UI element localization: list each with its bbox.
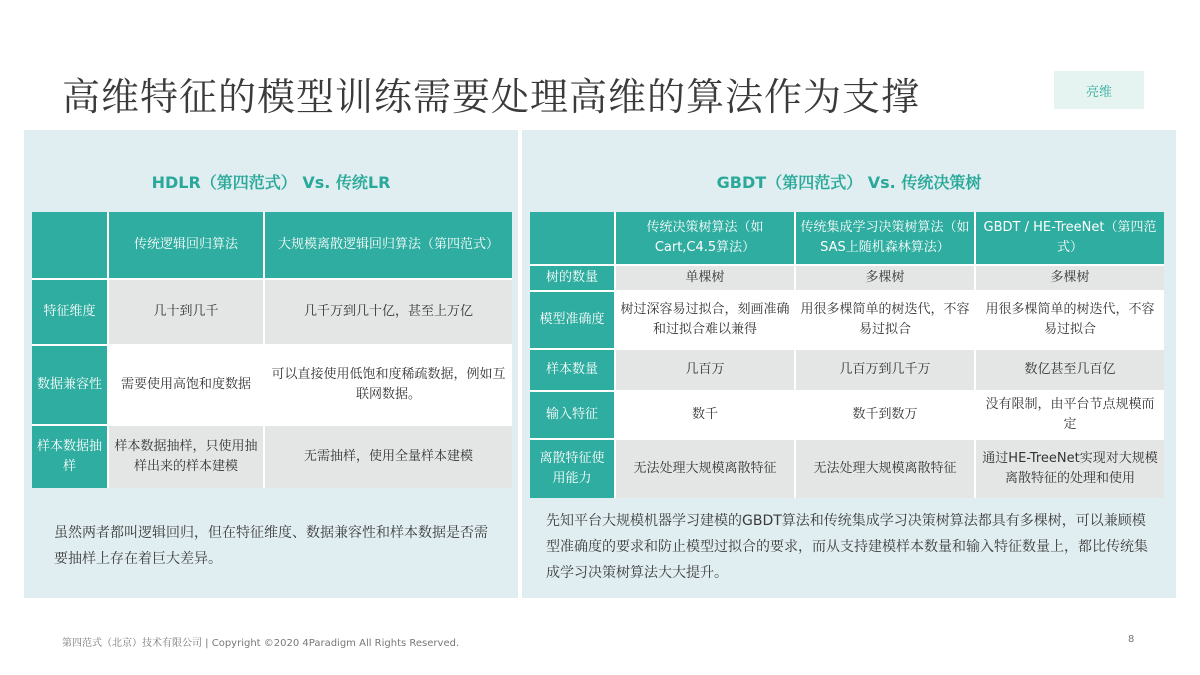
table-cell: 几十到几千 xyxy=(109,280,265,346)
table-cell: 数千 xyxy=(616,392,796,440)
hdlr-comparison-table xyxy=(32,212,512,488)
header-cell-he-treenet: GBDT / HE-TreeNet（第四范式） xyxy=(976,212,1164,266)
table-cell: 数千到数万 xyxy=(796,392,976,440)
gbdt-summary: 先知平台大规模机器学习建模的GBDT算法和传统集成学习决策树算法都具有多棵树，可以兼顾模型准确度的要求和防止模型过拟合的要求，而从支持建模样本数量和输入特征数量上，都比传统集成学习决策树算法大大提升。 xyxy=(546,513,1148,581)
table-cell: 无法处理大规模离散特征 xyxy=(796,440,976,498)
row-label: 模型准确度 xyxy=(530,292,616,350)
table-row xyxy=(32,426,512,488)
table-cell: 多棵树 xyxy=(976,266,1164,292)
row-label: 树的数量 xyxy=(530,266,616,292)
table-cell: 几百万到几千万 xyxy=(796,350,976,392)
table-cell: 无需抽样，使用全量样本建模 xyxy=(265,426,512,488)
table-header-row xyxy=(530,212,1164,266)
gbdt-heading: GBDT（第四范式） Vs. 传统决策树 xyxy=(716,173,982,192)
table-cell: 用很多棵简单的树迭代，不容易过拟合 xyxy=(976,292,1164,350)
header-cell-empty xyxy=(32,212,109,280)
hdlr-summary: 虽然两者都叫逻辑回归，但在特征维度、数据兼容性和样本数据是否需要抽样上存在着巨大差异。 xyxy=(54,525,488,567)
table-row xyxy=(530,350,1164,392)
table-cell: 无法处理大规模离散特征 xyxy=(616,440,796,498)
header-cell-large-scale-lr: 大规模离散逻辑回归算法（第四范式） xyxy=(265,212,512,280)
table-cell: 没有限制，由平台节点规模而定 xyxy=(976,392,1164,440)
table-cell: 用很多棵简单的树迭代，不容易过拟合 xyxy=(796,292,976,350)
table-header-row xyxy=(32,212,512,280)
table-cell: 多棵树 xyxy=(796,266,976,292)
table-cell: 几千万到几十亿，甚至上万亿 xyxy=(265,280,512,346)
table-cell: 树过深容易过拟合，刻画准确和过拟合难以兼得 xyxy=(616,292,796,350)
table-cell: 通过HE-TreeNet实现对大规模离散特征的处理和使用 xyxy=(976,440,1164,498)
table-row xyxy=(530,440,1164,498)
table-cell: 需要使用高饱和度数据 xyxy=(109,346,265,426)
page-title: 高维特征的模型训练需要处理高维的算法作为支撑 xyxy=(62,75,921,119)
table-row xyxy=(32,280,512,346)
table-cell: 单棵树 xyxy=(616,266,796,292)
table-cell: 可以直接使用低饱和度稀疏数据，例如互联网数据。 xyxy=(265,346,512,426)
table-cell: 几百万 xyxy=(616,350,796,392)
gbdt-comparison-panel xyxy=(522,130,1176,598)
row-label: 数据兼容性 xyxy=(32,346,109,426)
page-number: 8 xyxy=(1128,634,1135,645)
table-cell: 数亿甚至几百亿 xyxy=(976,350,1164,392)
row-label: 离散特征使用能力 xyxy=(530,440,616,498)
table-cell: 样本数据抽样，只使用抽样出来的样本建模 xyxy=(109,426,265,488)
copyright-footer: 第四范式（北京）技术有限公司 | Copyright ©2020 4Paradigm All Rights Reserved. xyxy=(62,638,460,649)
table-row xyxy=(530,392,1164,440)
table-row xyxy=(32,346,512,426)
table-row xyxy=(530,292,1164,350)
hdlr-heading: HDLR（第四范式） Vs. 传统LR xyxy=(151,173,391,192)
header-cell-ensemble-tree: 传统集成学习决策树算法（如SAS上随机森林算法） xyxy=(796,212,976,266)
header-cell-traditional-tree: 传统决策树算法（如Cart,C4.5算法） xyxy=(616,212,796,266)
table-row xyxy=(530,266,1164,292)
row-label: 样本数量 xyxy=(530,350,616,392)
row-label: 样本数据抽样 xyxy=(32,426,109,488)
header-cell-traditional-lr: 传统逻辑回归算法 xyxy=(109,212,265,280)
header-cell-empty xyxy=(530,212,616,266)
gbdt-comparison-table xyxy=(530,212,1164,498)
brand-badge: 亮维 xyxy=(1054,71,1144,109)
row-label: 输入特征 xyxy=(530,392,616,440)
hdlr-comparison-panel xyxy=(24,130,518,598)
row-label: 特征维度 xyxy=(32,280,109,346)
